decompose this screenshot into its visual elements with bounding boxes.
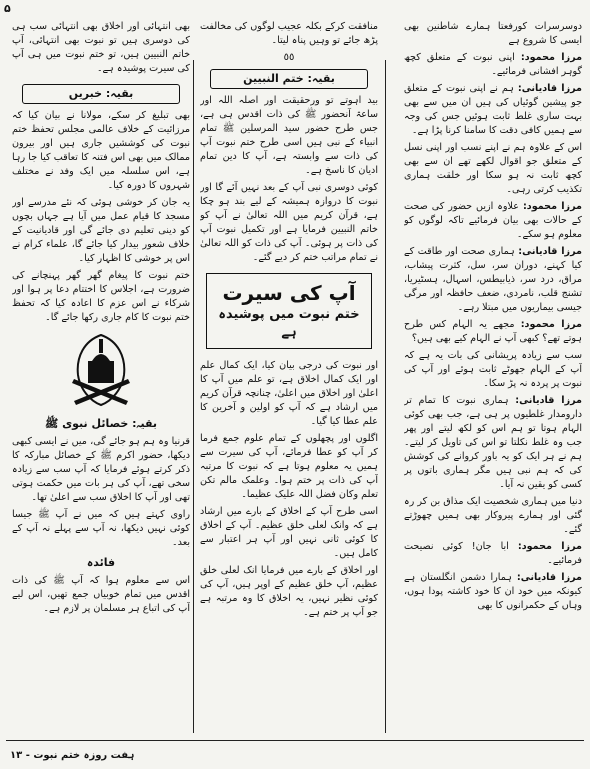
left-paragraph-3: ختم نبوت کا پیغام گھر گھر پہنچانے کی ضرورت ہے، اجلاس کا اختتام دعا پر ہوا اور شرکاء نے اس عزم کا اعادہ کیا کہ تحفظ ختم نبوت کا کام جاری رکھا جائے گا۔ [12, 270, 190, 323]
column-divider-right [385, 60, 386, 733]
banner-line-2: ختم نبوت میں پوشیدہ ہے [218, 307, 360, 340]
paragraph-text: ہمارا دشمن انگلستان ہے کیونکہ میں خود ان کا خود کاشتہ پودا ہوں، وہاں کے حکمرانوں کا بھی [404, 572, 582, 611]
paragraph-text: ہماری نبوت کا تمام تر دارومدار غلطیوں پر ہی ہے، جب بھی کوئی الہام ہوتا تو ہم اس کو لکھ لیتے اور پھر جب وہ غلط نکلتا تو اس کی تاویل کر لیتے۔ ہم نے ہر ایک کو یہ باور کروانے کی کوشش کی کہ ہم نبی ہیں مگر ہماری باتوں پر کسی کو یقین نہ آیا۔ [404, 395, 582, 490]
right-paragraph [404, 20, 582, 48]
paragraph-text: ابا جان! کوئی نصیحت فرمائیے۔ [404, 541, 582, 566]
speaker-label: مرزا محمود: [520, 52, 582, 63]
right-paragraph [404, 318, 582, 346]
footer-publication: ہفت روزہ ختم نبوت [33, 750, 135, 761]
right-column [404, 20, 582, 735]
paragraph-text: دوسرسرات کورفعتا ہمارے شاطنین بھی ایسی کا شروع ہے [404, 21, 582, 46]
left-top-text: بھی انتہائی اور اخلاق بھی انتہائی سب ہی کی دوسری ہیں تو نبوت بھی انتہائی، آپ خاتم النبیین ہیں، تو ختم نبوت میں ہی آپ کی سیرت پوشیدہ ہے۔ [12, 21, 190, 74]
seerat-banner [206, 273, 372, 349]
box-title-khabrein: بقیہ: خبریں [22, 84, 180, 104]
middle-column [200, 20, 378, 735]
speaker-label: مرزا قادیانی: [516, 572, 582, 583]
fayda-title: فائدہ [86, 556, 116, 569]
footer-title: ہفت روزہ ختم نبوت - ١٣ [10, 750, 135, 761]
paragraph-text: ہماری صحت اور طاقت کے کیا کہنے، دوران سر، سل، کثرت پیشاب، مراق، درد سر، ذیابیطس، اسہال، ہسٹیریا، تشنج قلب، نامردی، ضعف حافظہ اور مرگی جیسی بیماریوں میں مبتلا رہے۔ [404, 246, 582, 313]
column-divider-left [193, 60, 194, 733]
middle-paragraph-5: اسی طرح آپ کے اخلاق کے بارے میں ارشاد ہے کہ وانک لعلی خلق عظیم۔ آپ کے اخلاق کا کوئی ثانی نہیں اور آپ ہر اعتبار سے کامل ہیں۔ [200, 506, 378, 559]
right-paragraph [404, 349, 582, 391]
right-paragraph [404, 540, 582, 568]
end-mark: ٥٥ [283, 52, 295, 63]
left-column [12, 20, 190, 735]
middle-paragraph-2: کوئی دوسری نبی آپ کے بعد نہیں آئے گا اور نبوت کا دروازہ ہمیشہ کے لیے بند ہو چکا ہے، قرآن کریم میں اللہ تعالیٰ نے آپ کو خاتم النبیین فرمایا ہے اور تکمیل نبوت آپ کی ذات پر ہوئی۔ آپ کی ذات کو اللہ تعالیٰ نے تمام مراتب ختم کر دیے گئے۔ [200, 182, 378, 263]
middle-top-text: منافقت کرکے بکلہ عجیب لوگوں کی مخالفت پڑھ جائے تو وہیں پناہ لیتا۔ [200, 21, 378, 46]
banner-line-1: آپ کی سیرت [222, 281, 356, 305]
small-title-khasail: بقیہ: خصائل نبوی ﷺ [44, 417, 158, 430]
paragraph-text: سب سے زیادہ پریشانی کی بات یہ ہے کہ آپ کے الہام جھوٹے ثابت ہوئے اور آپ کی نبوت پر پردہ نہ پڑ سکا۔ [404, 350, 582, 389]
speaker-label: مرزا محمود: [520, 319, 582, 330]
right-paragraph [404, 200, 582, 242]
page-marker: ۵ [4, 2, 11, 15]
right-paragraph [404, 394, 582, 492]
left-paragraph-1: بھی تبلیغ کر سکے، مولانا نے بیان کیا کہ مرزائیت کے خلاف عالمی مجلس تحفظ ختم نبوت کی کوششیں جاری ہیں اور بیرون ممالک میں بھی اس فتنہ کا تعاقب کیا جا رہا ہے، اس سلسلہ میں ایک وفد نے مختلف شہروں کا دورہ کیا۔ [12, 110, 190, 191]
speaker-label: مرزا محمود: [517, 541, 582, 552]
speaker-label: مرزا قادیانی: [515, 395, 582, 406]
left-paragraph-2: یہ جان کر خوشی ہوئی کہ نئے مدرسے اور مسجد کا قیام عمل میں آیا ہے جہاں بچوں کو دینی تعلیم دی جائے گی اور قادیانیت کے خلاف شعور بیدار کیا جائے گا، علماء کرام نے اس پر خوشی کا اظہار کیا۔ [12, 197, 190, 264]
right-paragraph [404, 141, 582, 197]
right-paragraph [404, 571, 582, 613]
middle-paragraph-1: بید اہوتے تو ورحقیقت اور اصلہ اللہ اور ساعۃ آنحضور ﷺ کی ذات اقدس ہی ہے، جس طرح حضور سید المرسلین ﷺ تمام انبیاء کے نبی ہیں اسی طرح ختم نبوت آپ کی ذات سے وابستہ ہے، آپ کا دین تمام ادیان کا ناسخ ہے۔ [200, 95, 378, 176]
right-paragraph [404, 82, 582, 138]
mosque-crescent-emblem-icon [66, 331, 136, 411]
right-paragraph [404, 495, 582, 537]
footer-page: ١٣ [10, 750, 23, 761]
paragraph-text: اس کے علاوہ ہم نے اپنے نسب اور اپنی نسل کے متعلق جو اقوال لکھے تھے ان سے بھی کچھ ثابت نہ ہو سکا اور خلقت ہماری تکذیب کرتی رہی۔ [404, 142, 582, 195]
middle-paragraph-4: اگلوں اور پچھلوں کے تمام علوم جمع فرما کر آپ کو عطا فرمائے، آپ کی سیرت سے ہمیں یہ معلوم ہوتا ہے کہ نبوت کا مرتبہ آپ کی ذات پر ختم ہوا۔ وعلمک مالم تکن تعلم وکان فضل اللہ علیک عظیما۔ [200, 433, 378, 500]
left-paragraph-5: راوی کہتے ہیں کہ میں نے آپ ﷺ جیسا کوئی نہیں دیکھا، نہ آپ سے پہلے نہ آپ کے بعد۔ [12, 509, 190, 548]
right-paragraph [404, 245, 582, 315]
left-paragraph-4: قرنیا وہ ہم ہو جائے گی، میں نے ایسی کبھی دیکھا، حضور اکرم ﷺ کے خصائل مبارکہ کا ذکر کرتے ہوئے فرمایا کہ آپ سب سے زیادہ سخی تھے، آپ کی ہر بات میں حکمت ہوتی تھی اور آپ کا اخلاق سب سے اعلیٰ تھا۔ [12, 436, 190, 503]
speaker-label: مرزا محمود: [522, 201, 582, 212]
middle-paragraph-3: اور نبوت کی درجی بیان کیا، ایک کمال علم اور ایک کمال اخلاق ہے، تو علم میں آپ کا اعلیٰ اور اخلاق میں اعلیٰ، چنانچہ قرآن کریم میں ارشاد ہے کہ آپ کو اولین و آخرین کا علم عطا کیا گیا۔ [200, 360, 378, 427]
middle-paragraph-6: اور اخلاق کے بارے میں فرمایا انک لعلی خلق عظیم، آپ خلق عظیم کے اوپر ہیں، آپ کی کوئی نظیر نہیں، یہ اخلاق کا وہ مرتبہ ہے جو آپ پر ختم ہے۔ [200, 565, 378, 618]
box-title-khatam-nabiyeen: بقیہ: ختم النبیین [210, 69, 368, 89]
fayda-text: اس سے معلوم ہوا کہ آپ ﷺ کی ذات اقدس میں تمام خوبیاں جمع تھیں، اس لیے آپ کی اتباع ہر مسلمان پر لازم ہے۔ [12, 575, 190, 614]
paragraph-text: علاوہ ازیں حضور کی صحت کے حالات بھی بیان فرمائیے تاکہ لوگوں کو معلوم ہو سکے۔ [404, 201, 582, 240]
paragraph-text: اپنی نبوت کے متعلق کچھ گوہر افشانی فرمائیے۔ [404, 52, 582, 77]
right-paragraph [404, 51, 582, 79]
speaker-label: مرزا قادیانی: [518, 246, 582, 257]
paragraph-text: مجھے یہ الہام کس طرح ہوتے تھے؟ کبھی آپ نے الہام کیے بھی ہیں؟ [404, 319, 582, 344]
paragraph-text: دنیا میں ہماری شخصیت ایک مذاق بن کر رہ گئی اور ہمارے پیروکار بھی ہمیں چھوڑتے گئے۔ [404, 496, 582, 535]
speaker-label: مرزا قادیانی: [517, 83, 582, 94]
paragraph-text: ہم نے اپنی نبوت کے متعلق جو پیشین گوئیاں کی ہیں ان میں سے بھی بہت ساری غلط ثابت ہوئیں جس کی وجہ سے ہمیں کافی دقت کا سامنا کرنا پڑا ہے۔ [404, 83, 582, 136]
